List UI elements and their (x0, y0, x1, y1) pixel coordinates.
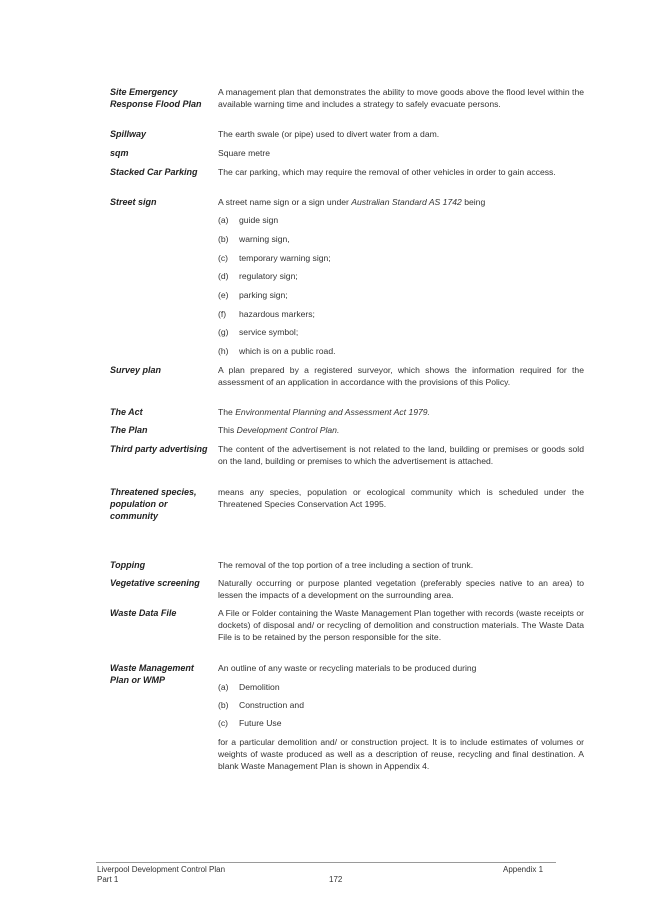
list-text: guide sign (239, 215, 279, 225)
list-marker: (c) (218, 718, 229, 728)
list-marker: (c) (218, 253, 229, 263)
list-marker: (a) (218, 682, 229, 692)
term-the-plan: The Plan (110, 425, 148, 435)
definition-site-emergency: A management plan that demonstrates the ability to move goods above the flood level within the available warning time and includes a strategy to safely evacuate persons. (218, 87, 584, 109)
list-item (218, 308, 584, 320)
list-text: temporary warning sign; (239, 253, 331, 263)
list-marker: (g) (218, 327, 229, 337)
list-item (218, 252, 584, 264)
list-item (218, 345, 584, 357)
footer-part: Part 1 (97, 875, 119, 884)
list-marker: (h) (218, 346, 229, 356)
definition-street-sign (218, 196, 584, 208)
list-item (218, 270, 584, 282)
term-survey-plan: Survey plan (110, 365, 162, 375)
definition-the-plan (218, 424, 584, 436)
footer-divider (96, 862, 556, 863)
definition-waste-management-plan-continued: for a particular demolition and/ or construction project. It is to include estimates of volumes or weights of waste produced as well as a description of reuse, recycling and final destination. A blank Waste Management Plan is shown in Appendix 4. (218, 737, 584, 771)
list-item (218, 717, 584, 729)
definition-the-act (218, 406, 584, 418)
list-item (218, 681, 584, 693)
term-spillway: Spillway (110, 129, 147, 139)
list-text: regulatory sign; (239, 271, 298, 281)
list-text: service symbol; (239, 327, 299, 337)
definition-waste-management-plan: An outline of any waste or recycling materials to be produced during (218, 663, 477, 673)
definition-spillway: The earth swale (or pipe) used to divert water from a dam. (218, 129, 440, 139)
definition-stacked-car-parking: The car parking, which may require the removal of other vehicles in order to gain access. (218, 167, 556, 177)
definition-street-sign-standard: Australian Standard AS 1742 (351, 197, 462, 207)
term-third-party-advertising: Third party advertising (110, 444, 208, 454)
list-marker: (e) (218, 290, 229, 300)
definition-waste-data-file: A File or Folder containing the Waste Management Plan together with records (waste receipts or dockets) of disposal and/ or recycling of demolition and construction materials. The Waste Data File is to be retained by the person responsible for the site. (218, 608, 584, 642)
list-marker: (d) (218, 271, 229, 281)
list-item (218, 326, 584, 338)
list-item (218, 233, 584, 245)
list-text: Construction and (239, 700, 304, 710)
term-vegetative-screening: Vegetative screening (110, 578, 200, 588)
definition-topping: The removal of the top portion of a tree including a section of trunk. (218, 560, 474, 570)
definition-vegetative-screening: Naturally occurring or purpose planted vegetation (preferably species native to an area) to lessen the impacts of a development on the surrounding area. (218, 578, 584, 600)
term-the-act: The Act (110, 407, 143, 417)
term-street-sign: Street sign (110, 197, 157, 207)
footer-appendix: Appendix 1 (503, 865, 544, 874)
definition-third-party-advertising: The content of the advertisement is not related to the land, building or premises or goods sold on the land, building or premises to which the advertisement is attached. (218, 444, 584, 466)
list-marker: (a) (218, 215, 229, 225)
term-sqm: sqm (110, 148, 129, 158)
list-text: Demolition (239, 682, 280, 692)
term-topping: Topping (110, 560, 146, 570)
definition-survey-plan: A plan prepared by a registered surveyor, which shows the information required for the assessment of an application in accordance with the provisions of this Policy. (218, 365, 584, 387)
list-marker: (b) (218, 700, 229, 710)
definition-the-plan-prefix: This (218, 425, 237, 435)
definition-the-act-prefix: The (218, 407, 236, 417)
list-marker: (f) (218, 309, 227, 319)
page-number: 172 (329, 875, 343, 884)
definition-street-sign-prefix: A street name sign or a sign under (218, 197, 352, 207)
definition-sqm: Square metre (218, 148, 271, 158)
definition-the-act-title: Environmental Planning and Assessment Act 1979. (235, 407, 430, 417)
list-text: hazardous markers; (239, 309, 315, 319)
list-text: Future Use (239, 718, 282, 728)
list-text: parking sign; (239, 290, 288, 300)
term-site-emergency: Site Emergency Response Flood Plan (110, 87, 202, 109)
definition-threatened-species: means any species, population or ecological community which is scheduled under the Threatened Species Conservation Act 1995. (218, 487, 584, 509)
footer-document-title: Liverpool Development Control Plan (97, 865, 226, 874)
list-item (218, 699, 584, 711)
list-text: warning sign, (239, 234, 290, 244)
list-item (218, 289, 584, 301)
term-waste-data-file: Waste Data File (110, 608, 177, 618)
term-stacked-car-parking: Stacked Car Parking (110, 167, 198, 177)
definition-street-sign-suffix: being (461, 197, 486, 207)
list-text: which is on a public road. (239, 346, 336, 356)
term-threatened-species: Threatened species, population or community (110, 487, 197, 521)
list-marker: (b) (218, 234, 229, 244)
list-item (218, 214, 584, 226)
term-waste-management-plan: Waste Management Plan or WMP (110, 663, 194, 685)
definition-the-plan-title: Development Control Plan. (236, 425, 340, 435)
